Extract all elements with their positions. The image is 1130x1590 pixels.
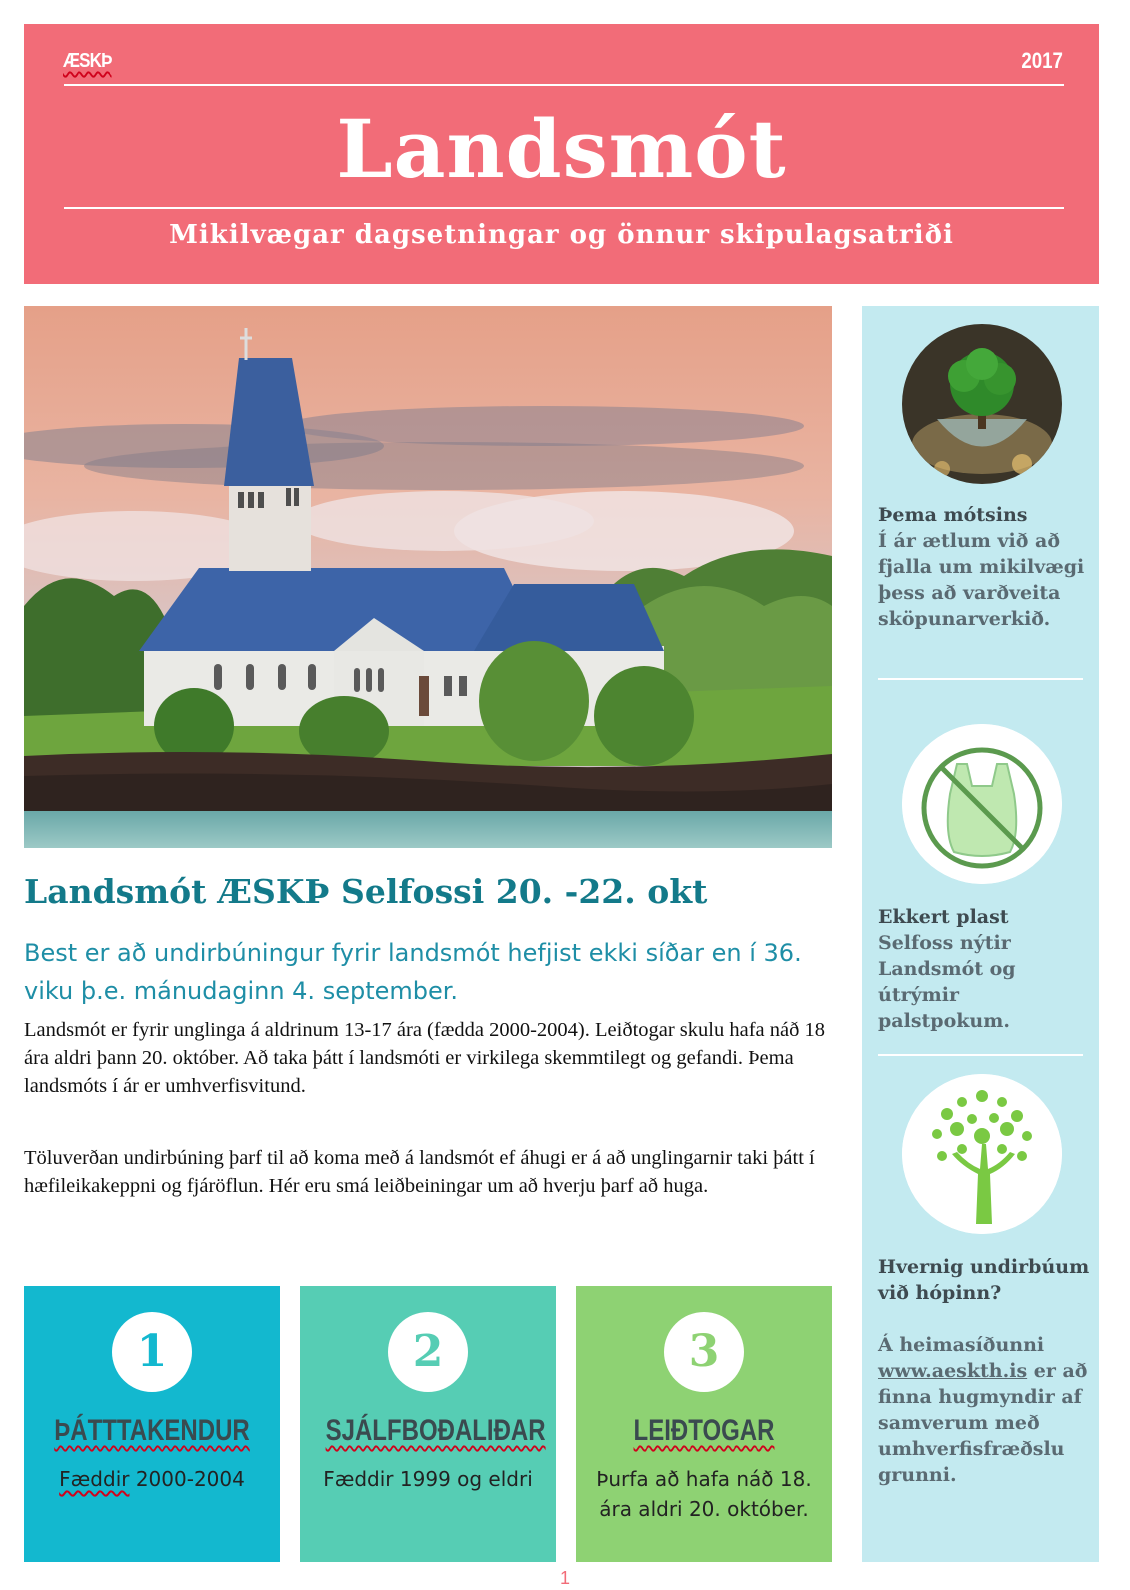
body-paragraph-1: Landsmót er fyrir unglinga á aldrinum 13-17 ára (fædda 2000-2004). Leiðtogar skulu hafa náð 18 ára aldri þann 20. október. Að taka þátt í landsmóti er virkilega skemmtilegt og gefandi. Þema landsmóts í ár er umhverfisvitund.	[24, 1019, 825, 1097]
website-link[interactable]: www.aeskth.is	[878, 1360, 1028, 1382]
header-banner	[24, 24, 1099, 284]
eco-tree-image	[902, 1074, 1062, 1234]
no-plastic-image	[902, 724, 1062, 884]
sidebar-text-prepare-before: Á heimasíðunni	[878, 1334, 1045, 1356]
box-title-leaders: LEIÐTOGAR	[633, 1414, 775, 1447]
lead-paragraph: Best er að undirbúningur fyrir landsmót hefjist ekki síðar en í 36. viku þ.e. mánudaginn 4. september.	[24, 939, 802, 1005]
page-subtitle: Mikilvægar dagsetningar og önnur skipulagsatriði	[169, 220, 954, 250]
sidebar	[862, 306, 1099, 1562]
sidebar-divider-1	[878, 678, 1083, 680]
sidebar-heading-no-plastic: Ekkert plast	[878, 906, 1009, 928]
box-leaders	[576, 1286, 832, 1562]
logo-text: ÆSKÞ	[63, 50, 112, 72]
box-text-volunteers: Fæddir 1999 og eldri	[323, 1467, 533, 1491]
sidebar-text-prepare	[878, 1332, 1093, 1488]
box-text-leaders: Þurfa að hafa náð 18. ára aldri 20. október.	[596, 1467, 812, 1521]
number-circle-1: 1	[112, 1312, 192, 1392]
sidebar-divider-2	[878, 1054, 1083, 1056]
box-volunteers	[300, 1286, 556, 1562]
sidebar-heading-theme: Þema mótsins	[878, 504, 1028, 526]
number-circle-2: 2	[388, 1312, 468, 1392]
number-circle-3: 3	[664, 1312, 744, 1392]
box-title-volunteers: SJÁLFBOÐALIÐAR	[325, 1414, 546, 1447]
year-label: 2017	[1021, 48, 1063, 73]
box-title-participants: ÞÁTTTAKENDUR	[54, 1414, 250, 1447]
page-title: Landsmót	[336, 102, 787, 196]
body-paragraph-2: Töluverðan undirbúning þarf til að koma með á landsmót ef áhugi er á að unglingarnir taki þátt í hæfileikakeppni og fjáröflun. Hér eru smá leiðbeiningar um að hverju þarf að huga.	[24, 1147, 815, 1197]
box-text-participants-underlined: Fæddir	[59, 1467, 130, 1491]
box-text-participants	[34, 1464, 270, 1494]
header-rule-top	[64, 84, 1064, 86]
box-text-participants-rest: 2000-2004	[129, 1467, 245, 1491]
box-participants	[24, 1286, 280, 1562]
sidebar-text-no-plastic: Selfoss nýtir Landsmót og útrýmir palstpokum.	[878, 932, 1016, 1032]
header-rule-bottom	[64, 207, 1064, 209]
sidebar-text-prepare-after: er að finna hugmyndir af samverum með umhverfisfræðslu grunni.	[878, 1360, 1088, 1486]
sidebar-heading-prepare: Hvernig undirbúum við hópinn?	[878, 1256, 1090, 1304]
sidebar-text-theme: Í ár ætlum við að fjalla um mikilvægi þess að varðveita sköpunarverkið.	[878, 530, 1085, 630]
main-heading: Landsmót ÆSKÞ Selfossi 20. -22. okt	[24, 872, 708, 911]
church-photo	[24, 306, 832, 848]
page-number: 1	[559, 1568, 570, 1588]
tree-globe-image	[902, 324, 1062, 484]
